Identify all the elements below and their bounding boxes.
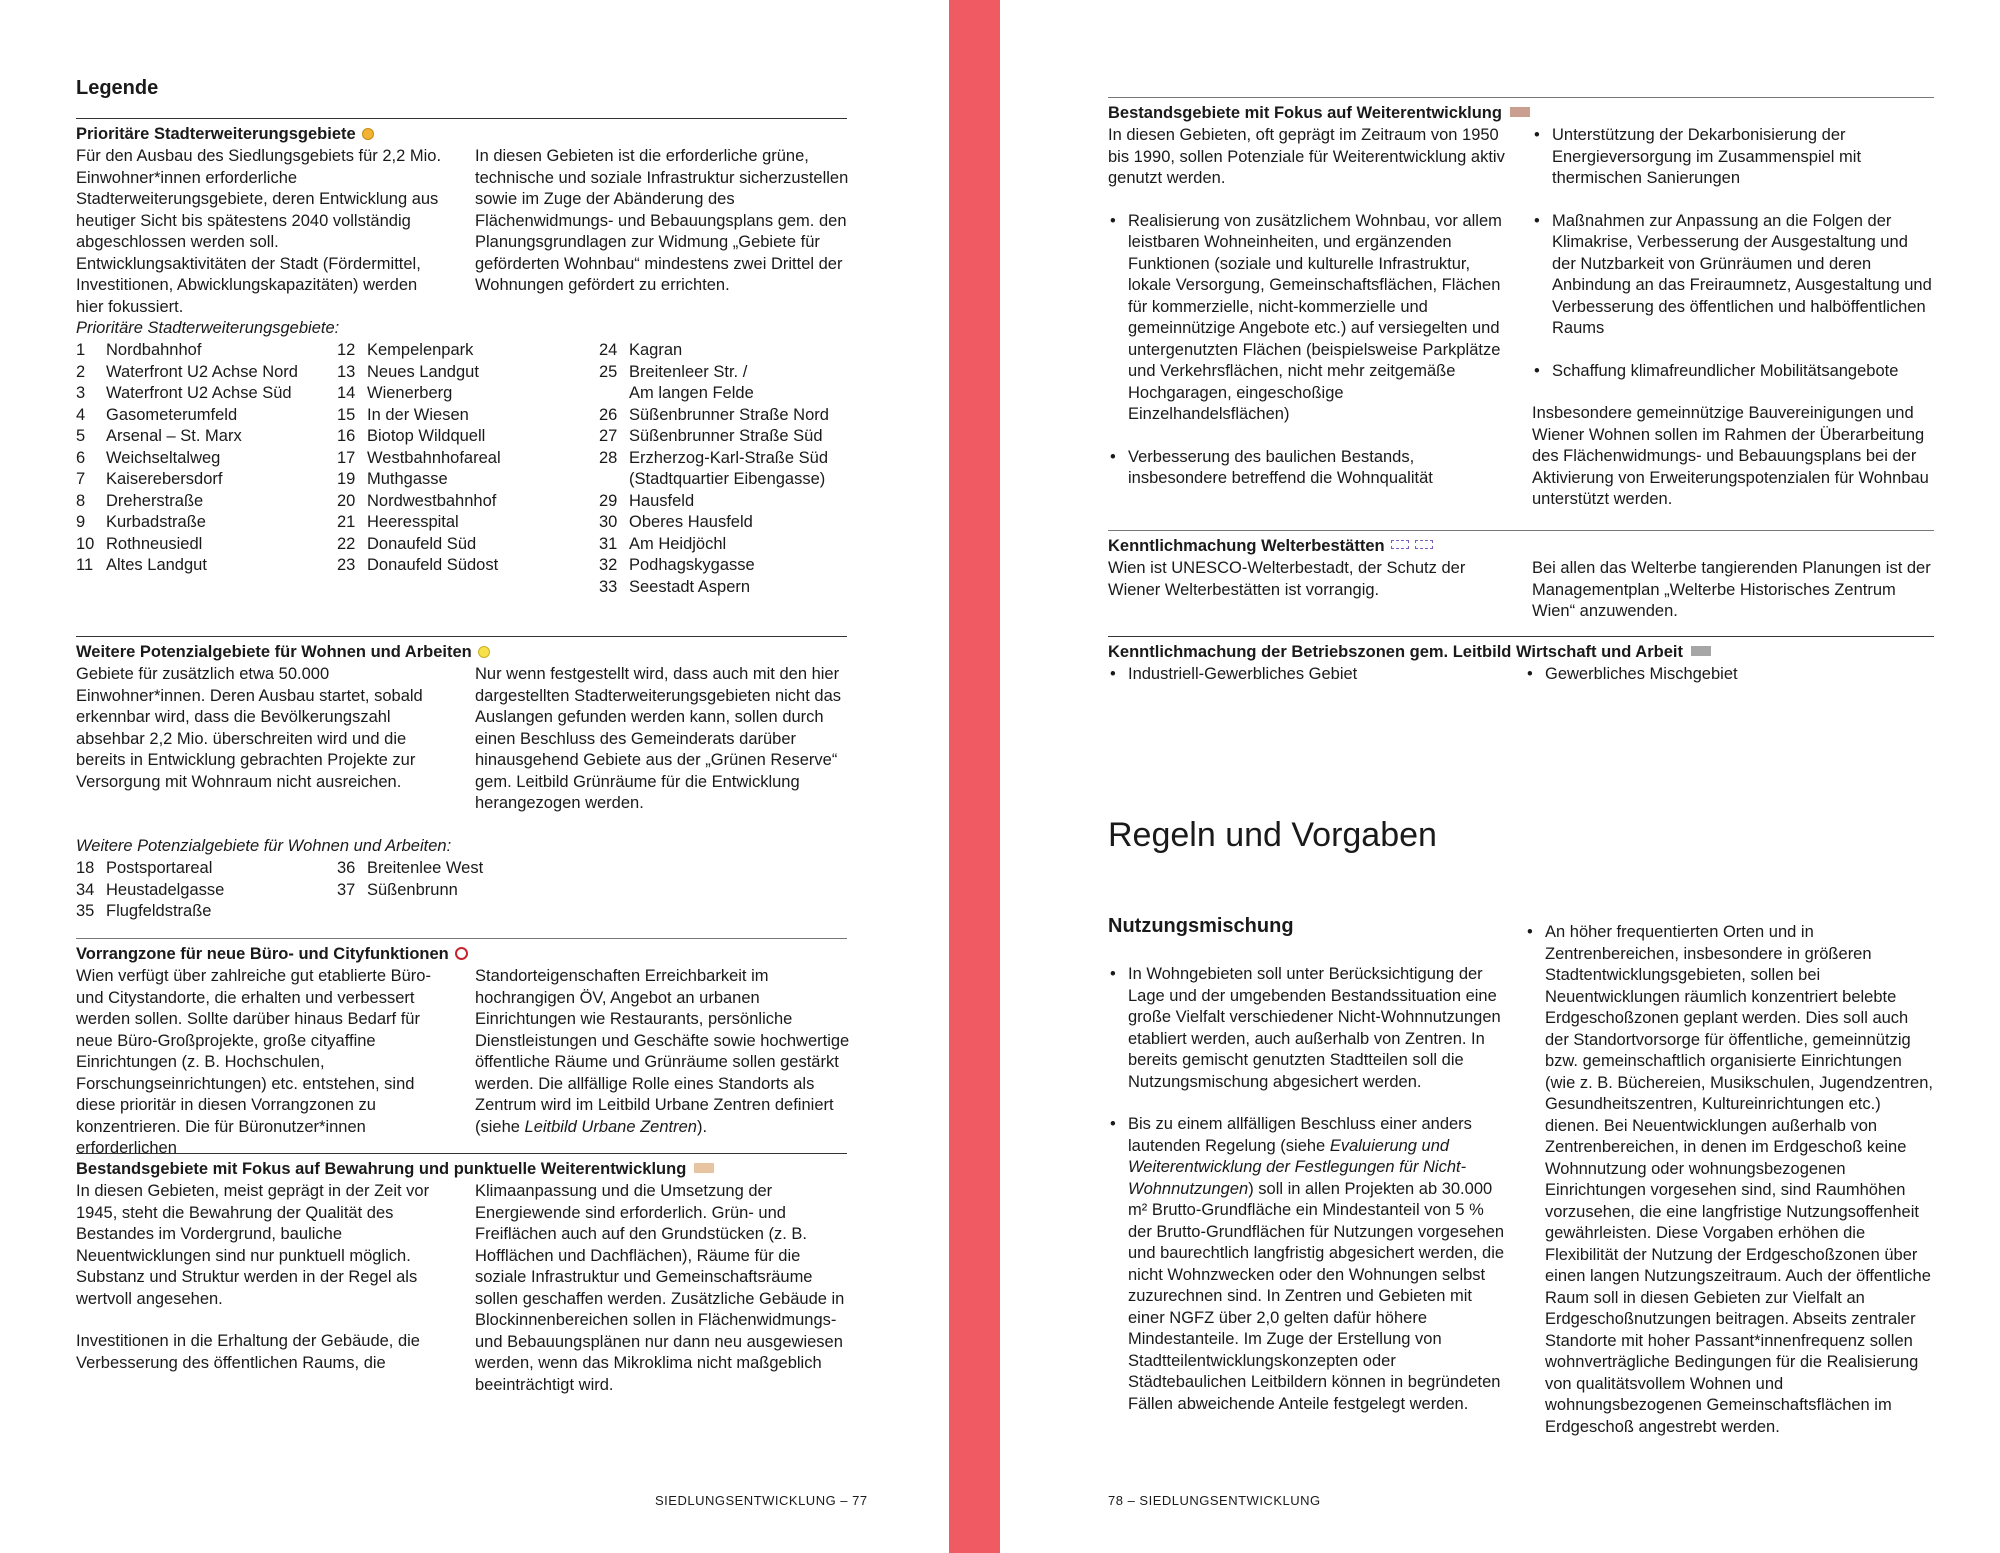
item-number: 17	[337, 448, 356, 467]
regeln-heading: Regeln und Vorgaben	[1108, 816, 1437, 854]
list-item	[76, 858, 326, 880]
item-number: 5	[76, 427, 86, 445]
item-number: 23	[337, 556, 356, 574]
prio-list-b	[337, 340, 587, 577]
item-number: 6	[76, 448, 86, 467]
list-item	[76, 880, 326, 902]
welterbe-col1: Wien ist UNESCO-Welterbestadt, der Schutz der Wiener Welterbestätten ist vorrangig.	[1108, 559, 1466, 599]
item-label: Kempelenpark	[367, 341, 474, 359]
item-label: Gasometerumfeld	[106, 405, 238, 424]
list-item	[76, 426, 326, 448]
betriebszonen-title-text: Kenntlichmachung der Betriebszonen gem. Leitbild Wirtschaft und Arbeit	[1108, 643, 1683, 661]
section-title-betriebszonen	[1108, 642, 1711, 664]
weitere-list-a	[76, 858, 326, 923]
item-label: Westbahnhofareal	[367, 448, 501, 467]
item-label: Donaufeld Südost	[367, 556, 499, 574]
list-item	[76, 340, 326, 362]
list-item	[76, 362, 326, 384]
bewahrung-col1	[76, 1181, 446, 1374]
list-item: • Realisierung von zusätzlichem Wohnbau, vor allem leistbaren Wohneinheiten, und ergänzenden Funktionen (soziale und kulturelle Infrastruktur, lokale Versorgung, Gemeinschaftsflächen, Flächen für kommerzielle, nicht-kommerzielle und gemeinnützige Angebote etc.) auf versiegelten und untergenutzten Flächen (beispielsweise Parkplätze und Verkehrsflächen, nicht mehr zeitgemäße Hochgaragen, eingeschoßige Einzelhandelsflächen)	[1108, 211, 1508, 426]
item-number: 33	[599, 577, 618, 596]
nutzung-italic: Evaluierung und Weiterentwicklung der Festlegungen für Nicht-Wohnnutzungen	[1128, 1136, 1467, 1198]
list-item	[599, 362, 859, 405]
left-page	[0, 0, 949, 1553]
item-number: 21	[337, 513, 356, 531]
item-label: Oberes Hausfeld	[629, 513, 753, 531]
item-number: 28	[599, 448, 618, 467]
list-item	[1108, 1114, 1508, 1415]
prio-list-a	[76, 340, 326, 577]
item-number: 35	[76, 902, 95, 920]
item-label: Kagran	[629, 341, 683, 359]
item-label: Arsenal – St. Marx	[106, 427, 242, 445]
list-item: • Schaffung klimafreundlicher Mobilitätsangebote	[1532, 361, 1932, 383]
item-label: Flugfeldstraße	[106, 902, 212, 920]
divider	[1108, 530, 1934, 531]
section-title-bewahrung	[76, 1159, 714, 1181]
list-item	[599, 555, 859, 577]
item-label: Heustadelgasse	[106, 880, 225, 899]
weiterentwicklung-bullets-left	[1108, 211, 1508, 490]
list-item	[337, 491, 587, 513]
bewahrung-title-text: Bestandsgebiete mit Fokus auf Bewahrung und punktuelle Weiterentwicklung	[76, 1160, 687, 1178]
item-number: 19	[337, 470, 356, 488]
weitere-col2: Nur wenn festgestellt wird, dass auch mit den hier dargestellten Stadterweiterungsgebieten nicht das Auslangen gefunden werden kann, sollen durch einen Beschluss des Gemeinderats darüber hinausgehend Gebiete aus der „Grünen Reserve“ gem. Leitbild Grünräume für die Entwicklung herangezogen werden.	[475, 665, 841, 812]
vorrang-title-text: Vorrangzone für neue Büro- und Cityfunktionen	[76, 945, 449, 963]
item-number: 14	[337, 384, 356, 402]
item-number: 36	[337, 859, 356, 877]
nutzung-text: Bis zu einem allfälligen Beschluss einer anders lautenden Regelung (siehe	[1128, 1115, 1472, 1155]
betriebszonen-item1-list	[1108, 664, 1508, 686]
list-item	[599, 448, 859, 491]
list-item	[599, 491, 859, 513]
item-number: 18	[76, 859, 95, 877]
item-number: 20	[337, 491, 356, 510]
item-label: Neues Landgut	[367, 362, 479, 381]
item-label: Podhagskygasse	[629, 556, 755, 574]
list-item	[599, 512, 859, 534]
section-title-weitere	[76, 642, 490, 664]
betriebszonen-item2-list	[1525, 664, 1925, 686]
list-item	[337, 448, 587, 470]
weiterentwicklung-col1	[1108, 125, 1508, 490]
list-item: • Industriell-Gewerbliches Gebiet	[1108, 664, 1508, 686]
list-item	[76, 555, 326, 577]
orange-dot-icon	[362, 128, 374, 140]
list-item	[76, 901, 326, 923]
vorrang-col2	[475, 966, 860, 1138]
right-page	[1000, 0, 2000, 1553]
red-circle-icon	[455, 947, 468, 960]
item-number: 8	[76, 491, 86, 510]
item-label: Weichseltalweg	[106, 448, 221, 467]
prio-list-c	[599, 340, 859, 598]
item-label: Süßenbrunn	[367, 880, 458, 899]
list-item: • Maßnahmen zur Anpassung an die Folgen der Klimakrise, Verbesserung der Ausgestaltung und der Nutzbarkeit von Grünräumen und deren Anbindung an das Freiraumnetz, Ausgestaltung und Verbesserung des öffentlichen und halböffentlichen Raums	[1532, 211, 1932, 340]
item-number: 9	[76, 513, 86, 531]
item-number: 15	[337, 405, 356, 424]
list-item	[599, 577, 859, 599]
page-footer-right: 78 – SIEDLUNGSENTWICKLUNG	[1108, 1493, 1321, 1508]
item-number: 34	[76, 880, 95, 899]
item-label: In der Wiesen	[367, 405, 469, 424]
item-label: Seestadt Aspern	[629, 577, 751, 596]
item-number: 11	[76, 556, 94, 574]
item-label: Hausfeld	[629, 491, 695, 510]
nutzungsmischung-heading: Nutzungsmischung	[1108, 915, 1294, 937]
item-label: Dreherstraße	[106, 491, 204, 510]
dashed-box-icon	[1391, 540, 1409, 549]
list-item	[337, 405, 587, 427]
center-gutter	[949, 0, 1000, 1553]
brown-swatch-icon	[1510, 107, 1530, 117]
vorrang-col2-text: Standorteigenschaften Erreichbarkeit im hochrangigen ÖV, Angebot an urbanen Einrichtungen wie Restaurants, persönliche Dienstleistungen und Geschäfte sowie hochwertige öffentliche Räume und Grünräume sollen gestärkt werden. Die allfällige Rolle eines Standorts als Zentrum wird im Leitbild Urbane Zentren definiert (siehe	[475, 967, 850, 1136]
list-item: • Unterstützung der Dekarbonisierung der Energieversorgung im Zusammenspiel mit thermischen Sanierungen	[1532, 125, 1932, 190]
item-number: 32	[599, 556, 618, 574]
item-number: 13	[337, 362, 356, 381]
prio-col1: Für den Ausbau des Siedlungsgebiets für 2,2 Mio. Einwohner*innen erforderliche Stadterweiterungsgebiete, deren Entwicklung aus heutiger Sicht bis spätestens 2040 vollständig abgeschlossen werden soll. Entwicklungsaktivitäten der Stadt (Fördermittel, Investitionen, Abwicklungskapazitäten) werden hier fokussiert.	[76, 147, 442, 316]
prio-col2: In diesen Gebieten ist die erforderliche grüne, technische und soziale Infrastruktur sicherzustellen sowie im Zuge der Abänderung des Flächenwidmungs- und Bebauungsplans gem. den Planungsgrundlagen zur Widmung „Gebiete für geförderten Wohnbau“ mindestens zwei Drittel der Wohnungen gefördert zu errichten.	[475, 147, 849, 294]
yellow-dot-icon	[478, 646, 490, 658]
tan-swatch-icon	[694, 1163, 714, 1173]
bewahrung-p2: Investitionen in die Erhaltung der Gebäude, die Verbesserung des öffentlichen Raums, die	[76, 1332, 420, 1372]
list-item	[337, 362, 587, 384]
item-number: 7	[76, 470, 86, 488]
weiterentwicklung-intro: In diesen Gebieten, oft geprägt im Zeitraum von 1950 bis 1990, sollen Potenziale für Weiterentwicklung aktiv genutzt werden.	[1108, 126, 1505, 187]
weiterentwicklung-title-text: Bestandsgebiete mit Fokus auf Weiterentwicklung	[1108, 104, 1502, 122]
list-item	[337, 880, 587, 902]
item-label: Donaufeld Süd	[367, 534, 477, 553]
list-item	[337, 534, 587, 556]
section-title-prioritaere	[76, 124, 374, 146]
gray-swatch-icon	[1691, 646, 1711, 656]
item-label: Biotop Wildquell	[367, 427, 486, 445]
nutzung-text: ) soll in allen Projekten ab 30.000 m² Brutto-Grundfläche ein Mindestanteil von 5 % der Brutto-Grundflächen für Nutzungen vorgesehen und baurechtlich langfristig abgesichert werden, die nicht Wohnzwecken oder den Wohnungen selbst zuzurechnen sind. In Zentren und Gebieten mit einer NGFZ über 2,0 gelten dafür höhere Mindestanteile. Im Zuge der Erstellung von Stadtteilentwicklungskonzepten oder Städtebaulichen Leitbildern können in begründeten Fällen abweichende Anteile festgelegt werden.	[1128, 1179, 1505, 1413]
item-number: 31	[599, 534, 618, 553]
nutzung-bullets-right	[1525, 922, 1933, 1438]
list-item	[337, 555, 587, 577]
vorrang-col1: Wien verfügt über zahlreiche gut etablierte Büro- und Citystandorte, die erhalten und verbessert werden sollen. Sollte darüber hinaus Bedarf für neue Büro-Großprojekte, große cityaffine Einrichtungen (z. B. Hochschulen, Forschungseinrichtungen) etc. entstehen, sind diese prioritär in diesen Vorrangzonen zu konzentrieren. Die für Büronutzer*innen erforderlichen	[76, 967, 431, 1157]
item-label: Altes Landgut	[106, 556, 207, 574]
item-label: Heeresspital	[367, 513, 459, 531]
list-item	[337, 383, 587, 405]
bewahrung-col2: Klimaanpassung und die Umsetzung der Energiewende sind erforderlich. Grün- und Freiflächen auch auf den Grundstücken (z. B. Hofflächen und Dachflächen), Räume für die soziale Infrastruktur und Gemeinschaftsräume sollen geschaffen werden. Zusätzliche Gebäude in Blockinnenbereichen sollen in Flächenwidmungs- und Bebauungsplänen nur dann neu ausgewiesen werden, wenn das Mikroklima nicht maßgeblich beeinträchtigt wird.	[475, 1182, 845, 1394]
weiterentwicklung-closing: Insbesondere gemeinnützige Bauvereinigungen und Wiener Wohnen sollen im Rahmen der Überarbeitung des Flächenwidmungs- und Bebauungsplans bei der Aktivierung von Erweiterungspotenzialen für Wohnbau unterstützt werden.	[1532, 404, 1929, 508]
weitere-list-b	[337, 858, 587, 901]
section-title-weiterentwicklung	[1108, 103, 1530, 125]
item-number: 22	[337, 534, 356, 553]
prio-title-text: Prioritäre Stadterweiterungsgebiete	[76, 125, 356, 143]
item-number: 1	[76, 341, 86, 359]
item-label: Muthgasse	[367, 470, 448, 488]
item-number: 30	[599, 513, 618, 531]
vorrang-col2-end: ).	[696, 1117, 708, 1136]
prio-list-heading: Prioritäre Stadterweiterungsgebiete:	[76, 319, 340, 337]
welterbe-title-text: Kenntlichmachung Welterbestätten	[1108, 537, 1385, 555]
item-number: 24	[599, 341, 618, 359]
list-item	[599, 534, 859, 556]
list-item	[337, 469, 587, 491]
item-label: Nordbahnhof	[106, 341, 202, 359]
item-label: Waterfront U2 Achse Nord	[106, 362, 298, 381]
list-item	[599, 405, 859, 427]
welterbe-col2: Bei allen das Welterbe tangierenden Planungen ist der Managementplan „Welterbe Historisches Zentrum Wien“ anzuwenden.	[1532, 559, 1931, 620]
dashed-box-icon	[1415, 540, 1433, 549]
item-label: Süßenbrunner Straße Nord	[629, 405, 829, 424]
vorrang-col2-italic: Leitbild Urbane Zentren	[524, 1117, 697, 1136]
item-label: Nordwestbahnhof	[367, 491, 497, 510]
item-number: 12	[337, 341, 356, 359]
list-item: • An höher frequentierten Orten und in Zentrenbereichen, insbesondere in größeren Stadtentwicklungsgebieten, sollen bei Neuentwicklungen räumlich konzentriert belebte Erdgeschoßzonen geplant werden. Dies soll auch der Standortvorsorge für öffentliche, gemeinnützig bzw. gemeinschaftlich organisierte Einrichtungen (wie z. B. Büchereien, Musikschulen, Jugendzentren, Gesundheitszentren, Kultureinrichtungen etc.) dienen. Bei Neuentwicklungen außerhalb von Zentrenbereichen, in denen im Erdgeschoß keine Wohnnutzung oder wohnungsbezogenen Einrichtungen vorgesehen sind, sind Raumhöhen vorzusehen, die eine langfristige Nutzungsoffenheit gewährleisten. Diese Vorgaben erhöhen die Flexibilität der Nutzung der Erdgeschoßzonen über einen langen Nutzungszeitraum. Auch der öffentliche Raum soll in diesen Gebieten zur Vielfalt an Erdgeschoßnutzungen beitragen. Abseits zentraler Standorte mit hoher Passant*innenfrequenz sollen wohnverträgliche Bedingungen für die Realisierung von qualitätsvollem Wohnen und wohnungsbezogenen Gemeinschaftsflächen im Erdgeschoß angestrebt werden.	[1525, 922, 1933, 1438]
list-item	[76, 491, 326, 513]
weitere-list-heading: Weitere Potenzialgebiete für Wohnen und Arbeiten:	[76, 837, 452, 855]
weitere-title-text: Weitere Potenzialgebiete für Wohnen und Arbeiten	[76, 643, 472, 661]
item-number: 29	[599, 491, 618, 510]
list-item	[599, 340, 859, 362]
list-item	[76, 448, 326, 470]
list-item	[76, 383, 326, 405]
divider	[1108, 636, 1934, 637]
item-number: 2	[76, 362, 86, 381]
list-item: • Verbesserung des baulichen Bestands, insbesondere betreffend die Wohnqualität	[1108, 447, 1508, 490]
divider	[76, 118, 847, 119]
list-item: • Gewerbliches Mischgebiet	[1525, 664, 1925, 686]
item-label: Kaiserebersdorf	[106, 470, 223, 488]
list-item	[337, 512, 587, 534]
item-number: 27	[599, 427, 618, 445]
list-item: • In Wohngebieten soll unter Berücksichtigung der Lage und der umgebenden Bestandssituation eine große Vielfalt verschiedener Nicht-Wohnnutzungen etabliert werden, auch außerhalb von Zentren. In bereits gemischt genutzten Stadtteilen soll die Nutzungsmischung abgesichert werden.	[1108, 964, 1508, 1093]
weiterentwicklung-col2	[1532, 125, 1932, 511]
item-label: Wienerberg	[367, 384, 453, 402]
item-number: 4	[76, 405, 86, 424]
item-label: Süßenbrunner Straße Süd	[629, 427, 823, 445]
divider	[1108, 97, 1934, 98]
item-number: 3	[76, 384, 86, 402]
legend-heading: Legende	[76, 77, 159, 99]
list-item	[76, 534, 326, 556]
item-label: Waterfront U2 Achse Süd	[106, 384, 292, 402]
weiterentwicklung-bullets-right	[1532, 125, 1932, 382]
list-item	[76, 469, 326, 491]
list-item	[337, 340, 587, 362]
item-number: 16	[337, 427, 356, 445]
list-item	[76, 512, 326, 534]
item-number: 25	[599, 362, 618, 381]
item-label: Am Heidjöchl	[629, 534, 727, 553]
item-number: 26	[599, 405, 618, 424]
section-title-welterbe	[1108, 536, 1433, 558]
list-item	[599, 426, 859, 448]
item-label: Kurbadstraße	[106, 513, 206, 531]
weitere-col1: Gebiete für zusätzlich etwa 50.000 Einwohner*innen. Deren Ausbau startet, sobald erkennbar wird, dass die Bevölkerungszahl absehbar 2,2 Mio. überschreiten wird und die bereits in Entwicklung gebrachten Projekte zur Versorgung mit Wohnraum nicht ausreichen.	[76, 665, 423, 791]
item-label: Rothneusiedl	[106, 534, 203, 553]
section-title-vorrang	[76, 944, 468, 966]
nutzung-bullets-left	[1108, 964, 1508, 1415]
page-footer-left: SIEDLUNGSENTWICKLUNG – 77	[655, 1493, 868, 1508]
list-item	[337, 858, 587, 880]
item-label: Erzherzog-Karl-Straße Süd (Stadtquartier Eibengasse)	[629, 448, 828, 488]
divider	[76, 636, 847, 637]
item-number: 37	[337, 880, 356, 899]
item-number: 10	[76, 534, 95, 553]
item-label: Postsportareal	[106, 859, 213, 877]
divider	[76, 1153, 847, 1154]
item-label: Breitenleer Str. / Am langen Felde	[629, 362, 754, 402]
list-item	[337, 426, 587, 448]
bewahrung-p1: In diesen Gebieten, meist geprägt in der Zeit vor 1945, steht die Bewahrung der Qualität des Bestandes im Vordergrund, bauliche Neuentwicklungen sind nur punktuell möglich. Substanz und Struktur werden in der Regel als wertvoll angesehen.	[76, 1182, 430, 1308]
item-label: Breitenlee West	[367, 859, 484, 877]
divider	[76, 938, 847, 939]
list-item	[76, 405, 326, 427]
